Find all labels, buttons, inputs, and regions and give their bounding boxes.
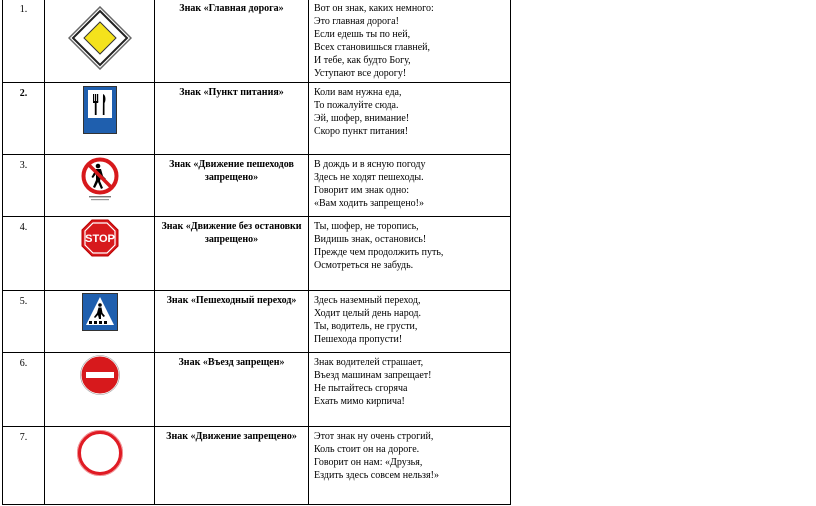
stop-sign-icon [81, 219, 119, 257]
sign-cell [45, 83, 155, 155]
sign-cell [45, 291, 155, 353]
table-row [3, 0, 511, 83]
sign-verse: Ты, шофер, не торопись, Видишь знак, остановись! Прежде чем продолжить путь, Осмотреться не забудь. [309, 217, 511, 291]
sign-verse: Коли вам нужна еда, То пожалуйте сюда. Эй, шофер, внимание! Скоро пункт питания! [309, 83, 511, 155]
sign-name: Знак «Движение запрещено» [155, 427, 309, 505]
no-traffic-sign-icon [77, 430, 123, 476]
sign-name: Знак «Главная дорога» [155, 0, 309, 83]
table-row [3, 291, 511, 353]
row-number: 1. [3, 0, 45, 83]
pedestrian-crossing-sign-icon [82, 293, 118, 331]
no-entry-sign-icon [80, 355, 120, 395]
signs-table [2, 0, 511, 505]
sign-cell [45, 427, 155, 505]
sign-cell [45, 353, 155, 427]
table-row [3, 217, 511, 291]
row-number: 7. [3, 427, 45, 505]
no-pedestrians-sign-icon [80, 157, 120, 203]
main-road-sign-icon [68, 6, 132, 70]
sign-name: Знак «Пешеходный переход» [155, 291, 309, 353]
sign-name: Знак «Движение пешеходов запрещено» [155, 155, 309, 217]
sign-verse: Вот он знак, каких немного: Это главная дорога! Если едешь ты по ней, Всех становишься главней, И тебе, как будто Богу, Уступают все дорогу! [309, 0, 511, 83]
sign-verse: В дождь и в ясную погоду Здесь не ходят пешеходы. Говорит им знак одно: «Вам ходить запрещено!» [309, 155, 511, 217]
sign-verse: Этот знак ну очень строгий, Коль стоит он на дороге. Говорит он нам: «Друзья, Ездить здесь совсем нельзя!» [309, 427, 511, 505]
row-number: 3. [3, 155, 45, 217]
sign-cell [45, 0, 155, 83]
sign-name: Знак «Движение без остановки запрещено» [155, 217, 309, 291]
sign-name: Знак «Въезд запрещен» [155, 353, 309, 427]
table-row [3, 427, 511, 505]
row-number: 5. [3, 291, 45, 353]
sign-cell [45, 155, 155, 217]
table-row [3, 83, 511, 155]
food-point-sign-icon [83, 86, 117, 134]
row-number: 4. [3, 217, 45, 291]
sign-verse: Знак водителей страшает, Въезд машинам запрещает! Не пытайтесь сгоряча Ехать мимо кирпича! [309, 353, 511, 427]
sign-cell [45, 217, 155, 291]
sign-verse: Здесь наземный переход, Ходит целый день народ. Ты, водитель, не грусти, Пешехода пропусти! [309, 291, 511, 353]
row-number: 2. [3, 83, 45, 155]
row-number: 6. [3, 353, 45, 427]
stop-sign-label: STOP [84, 233, 115, 245]
table-row [3, 155, 511, 217]
table-row [3, 353, 511, 427]
sign-name: Знак «Пункт питания» [155, 83, 309, 155]
